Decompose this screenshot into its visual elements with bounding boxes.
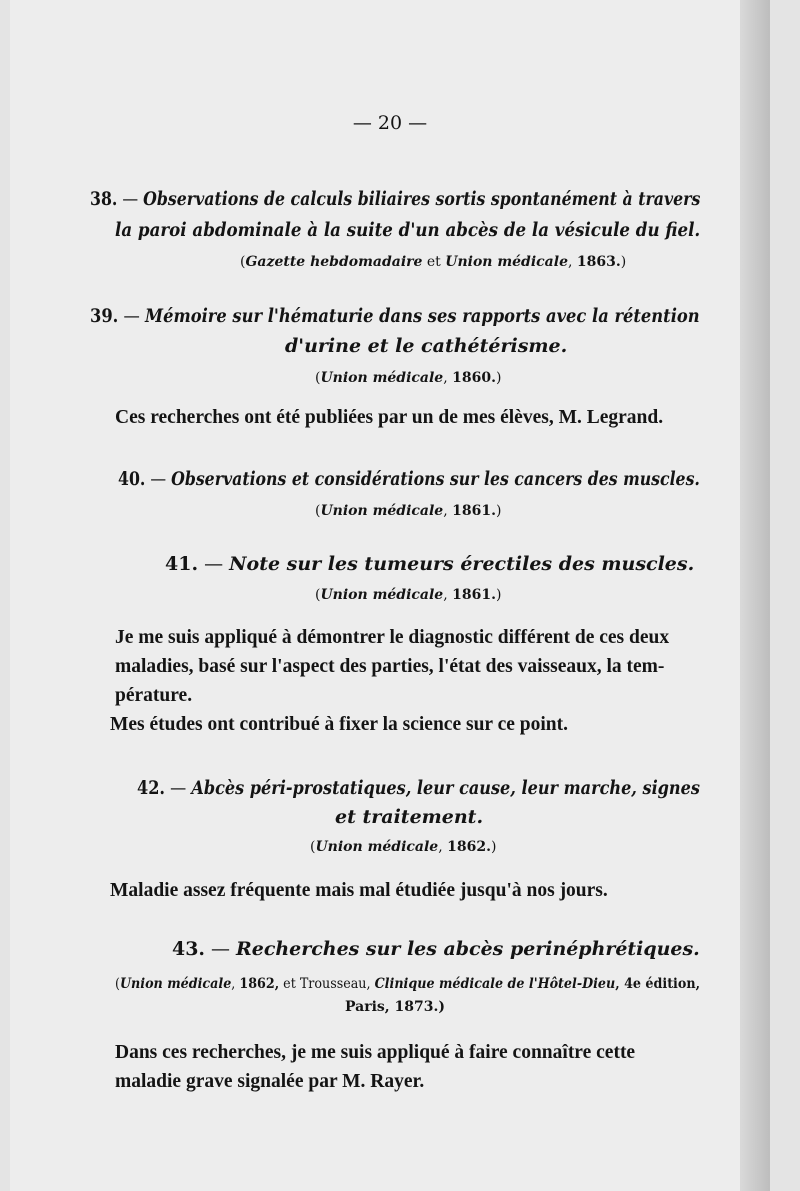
entry-39-number: 39. [90,305,119,327]
entry-41-note-line2: maladies, basé sur l'aspect des parties, l'état des vaisseaux, la tem- [115,656,665,677]
entry-40-number: 40. [118,468,146,490]
entry-38-title-text: Observations de calculs biliaires sortis spontanément à travers [143,188,701,210]
entry-43-source-line2: Paris, 1873.) [345,999,446,1015]
entry-40-title: 40. — Observations et considérations sur les cancers des muscles. [118,468,700,490]
entry-42-number: 42. [137,777,166,799]
entry-42-title-line1: 42. — Abcès péri-prostatiques, leur cause, leur marche, signes [137,777,700,799]
entry-43-source-line1: (Union médicale, 1862, et Trousseau, Clinique médicale de l'Hôtel-Dieu, 4e édition, [115,976,701,992]
entry-41-note-line3: pérature. [115,685,193,706]
entry-43-number: 43. [172,938,205,960]
entry-43-note-line2: maladie grave signalée par M. Rayer. [115,1071,425,1092]
entry-38-source: (Gazette hebdomadaire et Union médicale, 1863.) [240,254,627,270]
entry-42-title-line2: et traitement. [335,806,484,828]
entry-43-title: 43. — Recherches sur les abcès perinéphrétiques. [172,938,700,960]
entry-39-note: Ces recherches ont été publiées par un de mes élèves, M. Legrand. [115,407,664,428]
entry-39-title-line2: d'urine et le cathétérisme. [285,335,568,357]
page-number: — 20 — [352,112,428,134]
entry-38-title-line1: 38. — Observations de calculs biliaires sortis spontanément à travers [90,188,701,210]
entry-40-source: (Union médicale, 1861.) [315,503,502,519]
entry-41-title: 41. — Note sur les tumeurs érectiles des muscles. [165,553,695,575]
entry-41-number: 41. [165,553,199,575]
entry-39-title-line1: 39. — Mémoire sur l'hématurie dans ses rapports avec la rétention [90,305,700,327]
entry-41-source: (Union médicale, 1861.) [315,587,502,603]
entry-42-source: (Union médicale, 1862.) [310,839,497,855]
entry-38-number: 38. [90,188,118,210]
entry-39-source: (Union médicale, 1860.) [315,370,502,386]
entry-42-note: Maladie assez fréquente mais mal étudiée jusqu'à nos jours. [110,880,608,901]
entry-41-note-line4: Mes études ont contribué à fixer la science sur ce point. [110,714,569,735]
page-edge-shadow [740,0,770,1191]
entry-43-note-line1: Dans ces recherches, je me suis appliqué à faire connaître cette [115,1042,636,1063]
entry-41-note-line1: Je me suis appliqué à démontrer le diagnostic différent de ces deux [115,627,670,648]
entry-38-title-line2: la paroi abdominale à la suite d'un abcès de la vésicule du fiel. [115,219,701,241]
document-page [10,0,770,1191]
